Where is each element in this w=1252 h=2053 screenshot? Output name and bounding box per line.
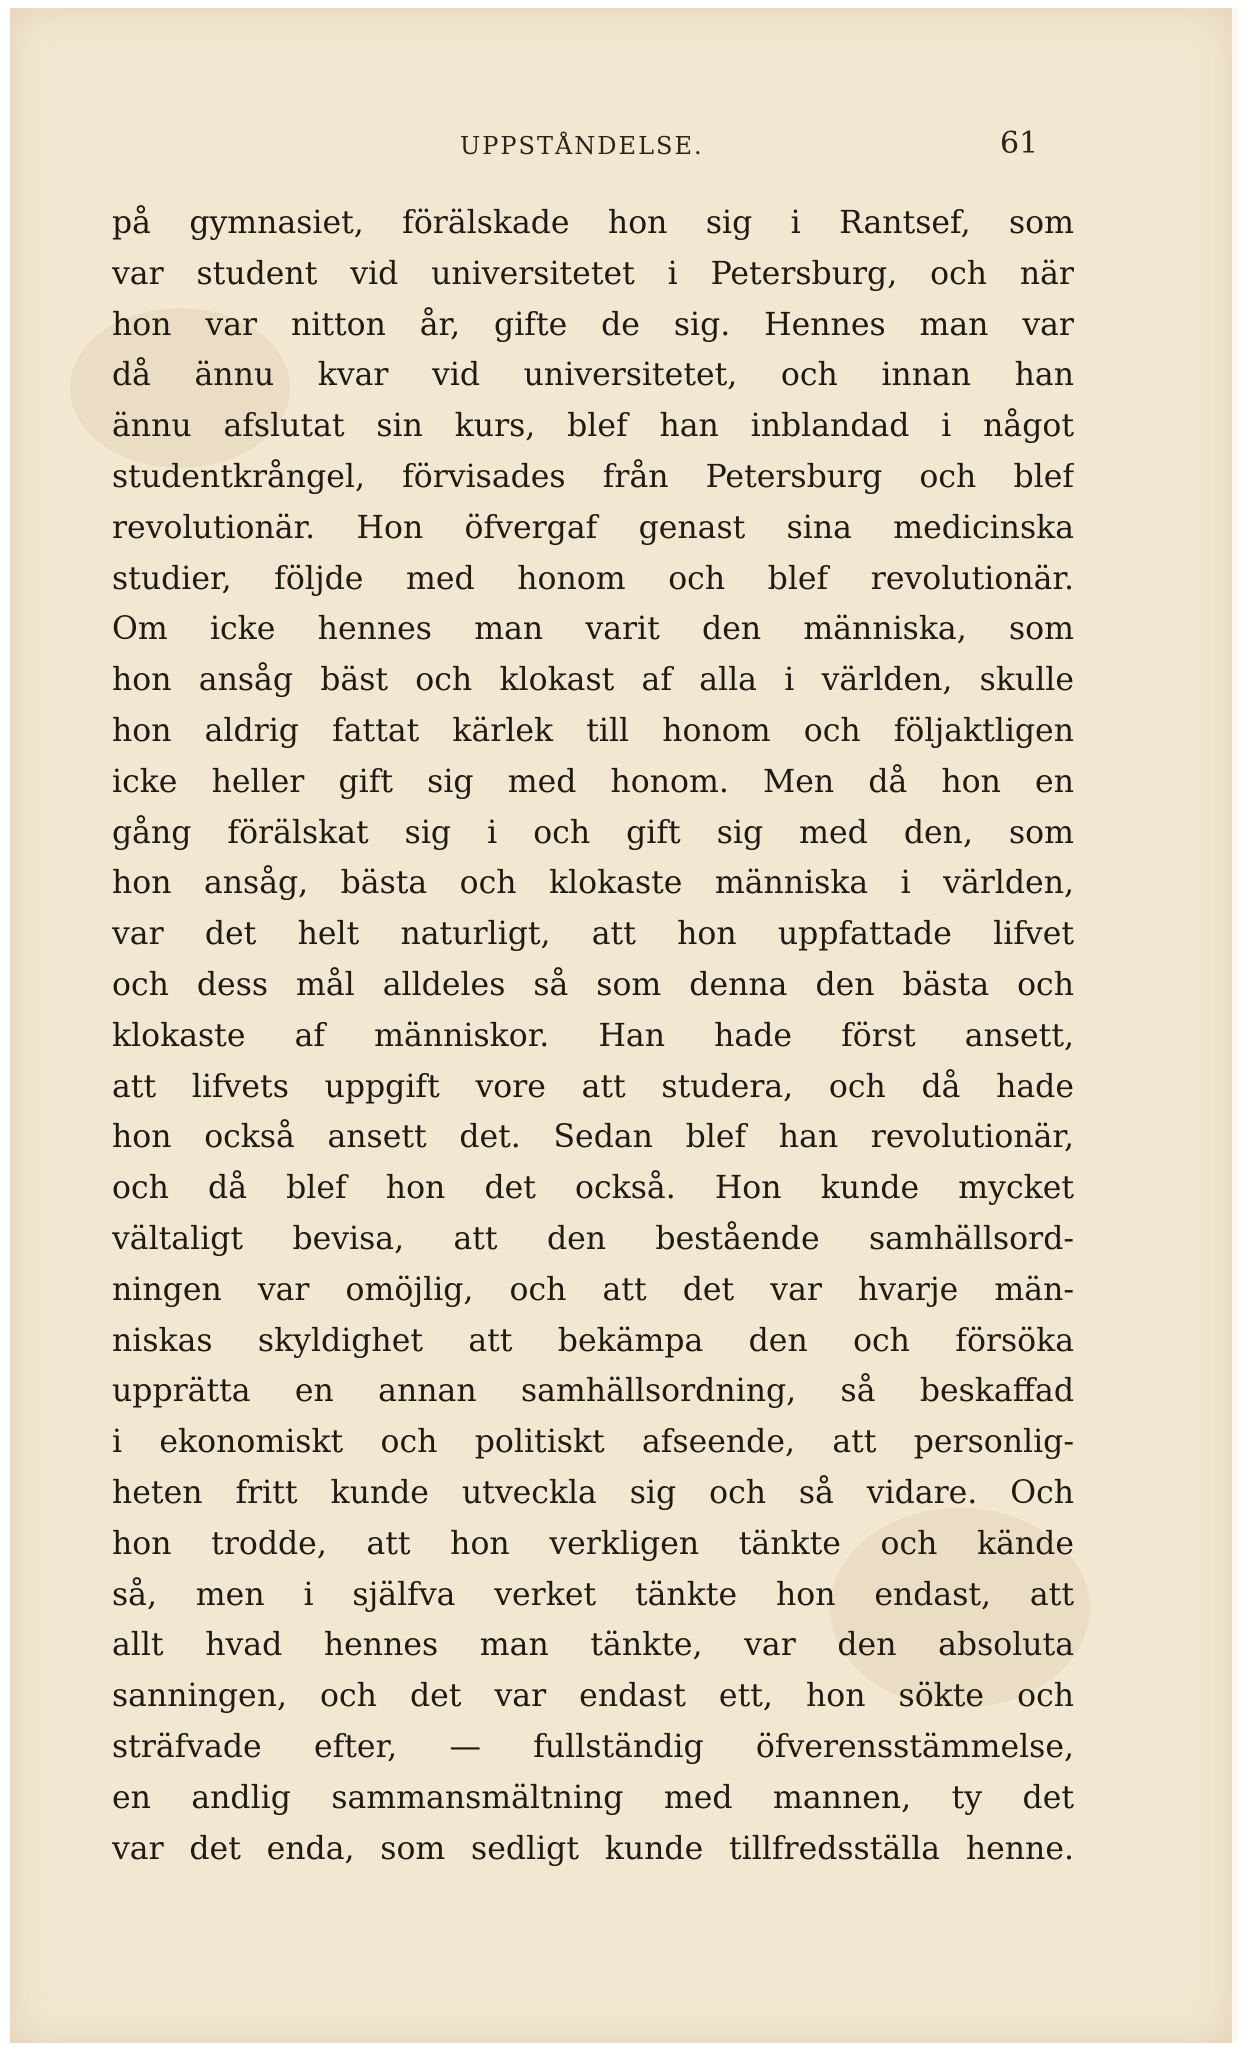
text-line: hon aldrig fattat kärlek till honom och följaktligen: [112, 712, 1074, 749]
text-line: studentkrångel, förvisades från Petersburg och blef: [112, 458, 1074, 495]
text-line: allt hvad hennes man tänkte, var den absoluta: [112, 1627, 1074, 1664]
text-line: var det helt naturligt, att hon uppfattade lifvet: [112, 916, 1074, 953]
text-line: revolutionär. Hon öfvergaf genast sina medicinska: [112, 509, 1074, 546]
text-line: hon också ansett det. Sedan blef han revolutionär,: [112, 1119, 1074, 1156]
text-line: på gymnasiet, förälskade hon sig i Rantsef, som: [112, 205, 1074, 241]
text-line: klokaste af människor. Han hade först ansett,: [112, 1017, 1074, 1054]
text-line: heten fritt kunde utveckla sig och så vidare. Och: [112, 1474, 1074, 1511]
text-line: var det enda, som sedligt kunde tillfredsställa henne.: [112, 1830, 1074, 1867]
text-line: i ekonomiskt och politiskt afseende, att personlig-: [112, 1424, 1074, 1461]
text-line: vältaligt bevisa, att den bestående samhällsord-: [112, 1220, 1074, 1257]
page-edge: [1232, 8, 1238, 2043]
text-line: icke heller gift sig med honom. Men då hon en: [112, 763, 1074, 800]
body-text: [112, 198, 1074, 1874]
text-line: sträfvade efter, — fullständig öfverensstämmelse,: [112, 1728, 1074, 1765]
text-line: då ännu kvar vid universitetet, och innan han: [112, 357, 1074, 394]
text-line: ningen var omöjlig, och att det var hvarje män-: [112, 1271, 1074, 1308]
text-line: gång förälskat sig i och gift sig med den, som: [112, 814, 1074, 851]
page-number: 61: [1000, 126, 1039, 161]
text-line: hon ansåg, bästa och klokaste människa i världen,: [112, 865, 1074, 902]
running-head: UPPSTÅNDELSE.: [460, 132, 704, 160]
text-line: var student vid universitetet i Petersburg, och när: [112, 255, 1074, 292]
text-line: hon var nitton år, gifte de sig. Hennes man var: [112, 306, 1074, 343]
text-line: så, men i själfva verket tänkte hon endast, att: [112, 1576, 1074, 1613]
text-line: en andlig sammansmältning med mannen, ty det: [112, 1779, 1074, 1816]
text-line: studier, följde med honom och blef revolutionär.: [112, 560, 1074, 597]
text-line: och dess mål alldeles så som denna den bästa och: [112, 966, 1074, 1003]
book-page: [10, 8, 1238, 2043]
text-line: hon trodde, att hon verkligen tänkte och kände: [112, 1525, 1074, 1562]
text-line: och då blef hon det också. Hon kunde mycket: [112, 1170, 1074, 1207]
page-header: [10, 126, 1232, 166]
text-line: Om icke hennes man varit den människa, som: [112, 611, 1074, 648]
text-line: ännu afslutat sin kurs, blef han inblandad i något: [112, 408, 1074, 445]
text-line: hon ansåg bäst och klokast af alla i världen, skulle: [112, 662, 1074, 699]
text-line: sanningen, och det var endast ett, hon sökte och: [112, 1678, 1074, 1715]
text-line: att lifvets uppgift vore att studera, och då hade: [112, 1068, 1074, 1105]
text-line: niskas skyldighet att bekämpa den och försöka: [112, 1322, 1074, 1359]
text-line: upprätta en annan samhällsordning, så beskaffad: [112, 1373, 1074, 1410]
